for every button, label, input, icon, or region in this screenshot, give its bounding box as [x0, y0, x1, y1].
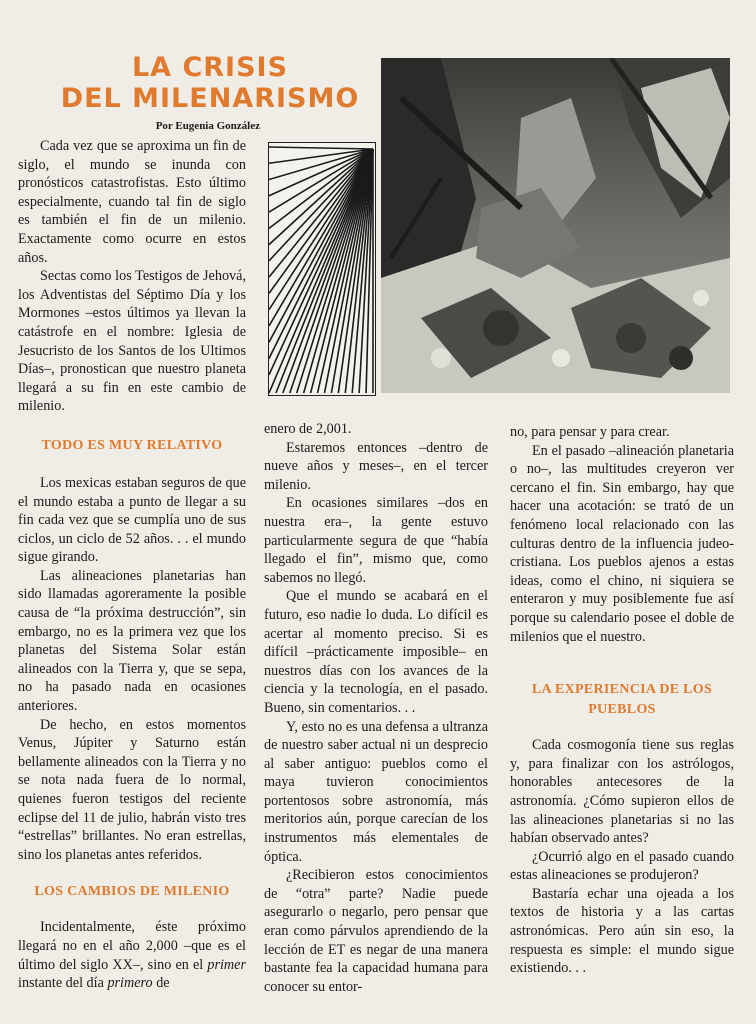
paragraph: Que el mundo se acabará en el futuro, eso nadie lo duda. Lo difícil es acertar al momento preciso. Si es difícil –prácticamente imposible– en nuestros días con los avances de la ciencia y la tecnología, en el pasado. Bueno, sin comentarios. . . [264, 588, 488, 716]
column-2 [264, 420, 488, 996]
byline: Por Eugenia González [155, 120, 260, 132]
paragraph: Bastaría echar una ojeada a los textos de historia y a las cartas astronómicas. Pero aún sin eso, la respuesta es simple: el mundo sigue existiendo. . . [510, 885, 734, 977]
ray-line [311, 149, 373, 393]
paragraph: Y, esto no es una defensa a ultranza de nuestro saber actual ni un desprecio al saber antiguo: pueblos como el maya tuvieron conocimientos portentosos sobre astronomía, más meritorios aún, porque carecían de los instrumentos más elementales de óptica. [264, 718, 488, 865]
sunburst-rays [269, 143, 375, 395]
text-run: instante del día [18, 975, 108, 992]
paragraph: no, para pensar y para crear. [510, 424, 670, 440]
paragraph: ¿Ocurrió algo en el pasado cuando estas alineaciones se produjeron? [510, 848, 734, 884]
emphasis: primer [207, 956, 246, 973]
paragraph [18, 918, 246, 992]
section-heading-line: PUEBLOS [588, 702, 656, 718]
paragraph: Cada vez que se aproxima un fin de siglo, el mundo se inunda con pronósticos catastrofistas. Esto último especialmente, cuando tal fin de siglo es también el fin de un milenio. Exactamente como ocurre en estos años. [18, 138, 246, 266]
paragraph: enero de 2,001. [264, 421, 352, 437]
paragraph: ¿Recibieron estos conocimientos de “otra” parte? Nadie puede asegurarlo o negarlo, pero pensar que eran como párvulos aprendiendo de la lección de ET es negar de una manera bastante fea la capacidad humana para conocer su entor- [264, 867, 488, 995]
paragraph: En el pasado –alineación planetaria o no–, las multitudes creyeron ver cercano el fin. Sin embargo, hay que hacer una acotación: se trató de un fenómeno local relacionado con las culturas dentro de la influencia judeo-cristiana. Los pueblos ajenos a estas ideas, como el chino, ni siquiera se enteraron y muy posiblemente fue así porque su calendario posee el doble de milenios que el nuestro. [510, 442, 734, 645]
paragraph: Estaremos entonces –dentro de nueve años y meses–, en el tercer milenio. [264, 439, 488, 493]
section-heading [510, 680, 734, 720]
paragraph: Los mexicas estaban seguros de que el mundo estaba a punto de llegar a su fin cada vez que se cumplía uno de sus ciclos, un ciclo de 52 años. . . el mundo sigue girando. [18, 474, 246, 566]
title-line-2: DEL MILENARISMO [60, 83, 360, 114]
text-run: de [152, 975, 170, 992]
paragraph: En ocasiones similares –dos en nuestra era–, la gente estuvo particularmente segura de que “había llegado el fin”, mismo que, como sabemos no llegó. [264, 495, 488, 586]
illustration-art [381, 58, 730, 393]
paragraph: Sectas como los Testigos de Jehová, los Adventistas del Séptimo Día y los Mormones –estos últimos ya llevan la catástrofe en el nombre: Iglesia de Jesucristo de los Santos de los Ultimos Días–, pronostican que nuestro planeta llegará a su fin en este cambio de milenio. [18, 268, 246, 415]
paragraph: Cada cosmogonía tiene sus reglas y, para finalizar con los astrólogos, honorables antecesores de la astronomía. ¿Cómo supieron ellos de las alineaciones planetarias si no las habían observado antes? [510, 737, 734, 847]
article-title [60, 52, 360, 114]
ray-line [269, 147, 373, 149]
paragraph: De hecho, en estos momentos Venus, Júpiter y Saturno están bellamente alineados con la Tierra y no se nota nada fuera de lo normal, quienes fueron testigos del reciente eclipse del 11 de julio, habrán visto tres “estrellas” brillantes. No eran estrellas, sino los planetas antes referidos. [18, 716, 246, 863]
paragraph: Las alineaciones planetarias han sido llamadas agoreramente la posible causa de “la próxima destrucción”, sin embargo, no es la primera vez que los planetas del Sistema Solar están alineados con la Tierra y, que se sepa, no ha pasado nada en ocasiones anteriores. [18, 567, 246, 715]
column-1 [18, 137, 246, 993]
sunburst-graphic [268, 142, 376, 396]
illustration-apocalypse [381, 58, 730, 393]
title-line-1: LA CRISIS [131, 52, 289, 83]
section-heading: TODO ES MUY RELATIVO [41, 437, 223, 453]
text-run: Incidentalmente, éste próximo llegará no en el año 2,000 –que es el último del siglo XX–, sino en el [18, 919, 246, 973]
emphasis: primero [107, 975, 153, 992]
section-heading-line: LA EXPERIENCIA DE LOS [531, 682, 713, 698]
section-heading: LOS CAMBIOS DE MILENIO [34, 884, 230, 900]
column-3 [510, 423, 734, 978]
